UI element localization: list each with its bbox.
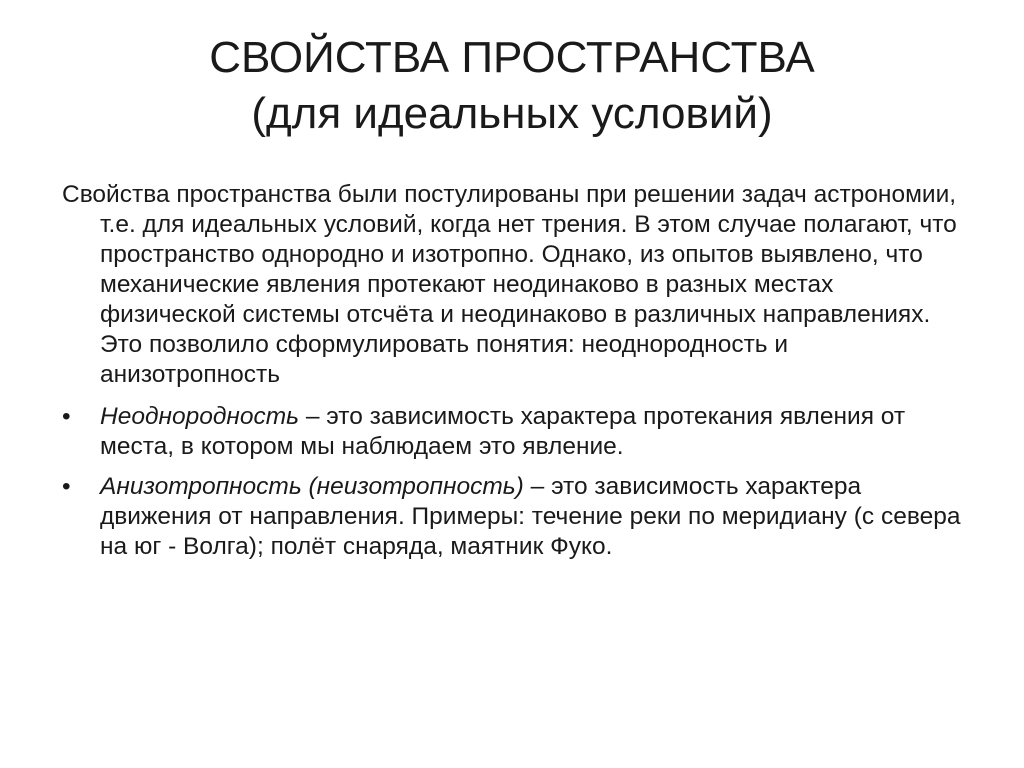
bullet-item-anisotropy (62, 472, 962, 562)
slide-title-line-2: (для идеальных условий) (251, 89, 773, 138)
slide-body (62, 180, 962, 572)
slide-title-line-1: СВОЙСТВА ПРОСТРАНСТВА (209, 33, 815, 82)
bullet-term: Анизотропность (неизотропность) (100, 473, 524, 500)
intro-paragraph: Свойства пространства были постулированы при решении задач астрономии, т.е. для идеальных условий, когда нет трения. В этом случае полагают, что пространство однородно и изотропно. Однако, из опытов выявлено, что механические явления протекают неодинаково в разных местах физической системы отсчёта и неодинаково в различных направлениях. Это позволило сформулировать понятия: неоднородность и анизотропность (62, 181, 957, 388)
bullet-term: Неоднородность (100, 403, 300, 430)
bullet-text: – это зависимость характера движения от направления. Примеры: течение реки по меридиану (с севера на юг - Волга); полёт снаряда, маятник Фуко. (100, 473, 961, 560)
bullet-text: – это зависимость характера протекания явления от места, в котором мы наблюдаем это явление. (100, 403, 906, 460)
bullet-item-heterogeneity (62, 402, 962, 462)
slide-title (60, 30, 964, 142)
bullet-marker: • (62, 473, 71, 500)
bullet-marker: • (62, 403, 71, 430)
